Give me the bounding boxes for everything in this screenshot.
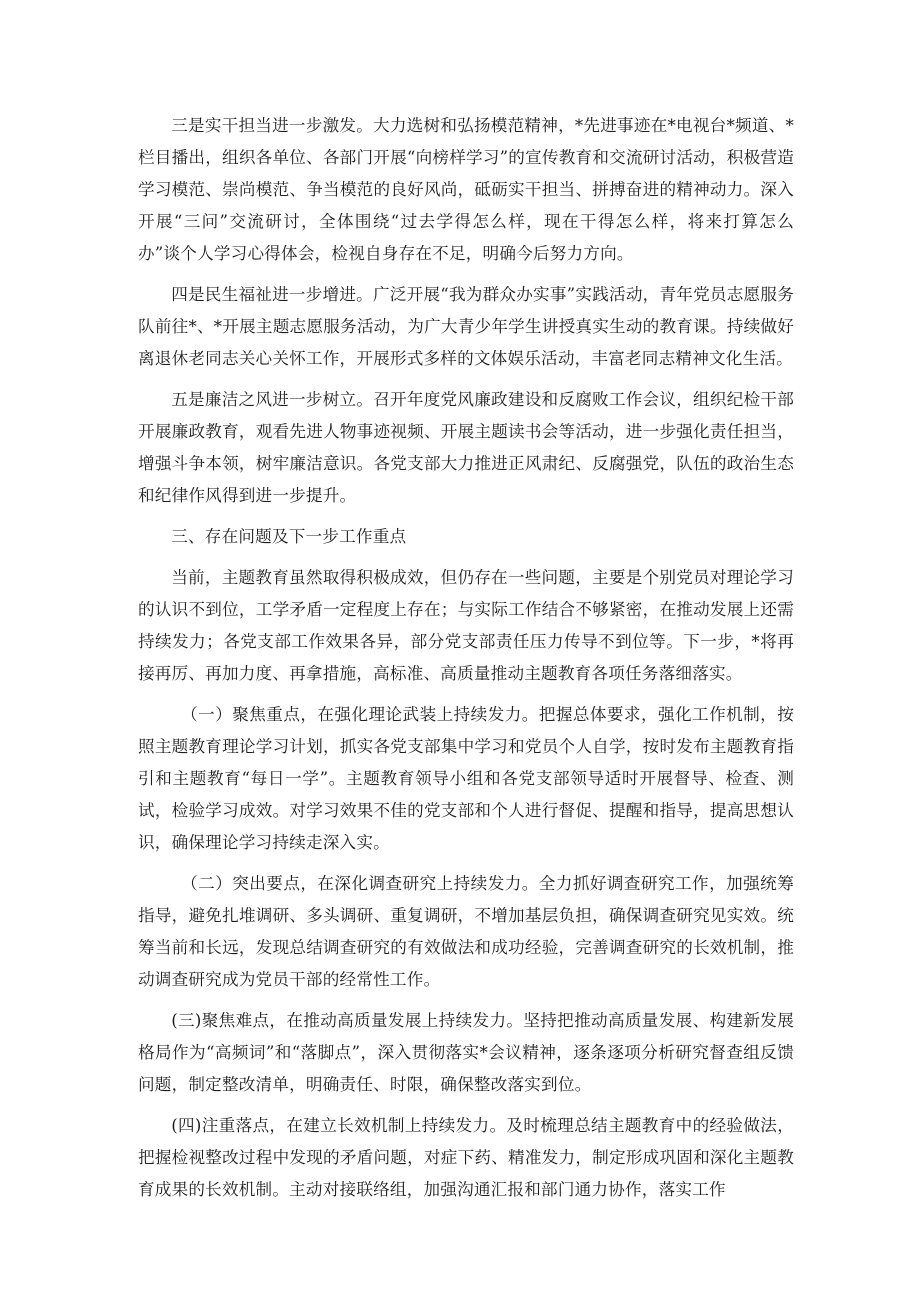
section-heading: 三、存在问题及下一步工作重点 (171, 527, 407, 546)
list-item-development: (三)聚焦难点，在推动高质量发展上持续发力。坚持把推动高质量发展、构建新发展格局作为“高频词”和“落脚点”，深入贯彻落实*会议精神，逐条逐项分析研究督查组反馈问题，制定整改清单，明确责任、时限，确保整改落实到位。 (138, 1011, 794, 1094)
list-item-mechanism: (四)注重落点，在建立长效机制上持续发力。及时梳理总结主题教育中的经验做法，把握检视整改过程中发现的矛盾问题，对症下药、精准发力，制定形成巩固和深化主题教育成果的长效机制。主动对接联络组，加强沟通汇报和部门通力协作，落实工作 (138, 1116, 794, 1199)
list-item-theory: （一）聚焦重点，在强化理论武装上持续发力。把握总体要求，强化工作机制，按照主题教育理论学习计划，抓实各党支部集中学习和党员个人自学，按时发布主题教育指引和主题教育“每日一学”。主题教育领导小组和各党支部领导适时开展督导、检查、测试，检验学习成效。对学习效果不佳的党支部和个人进行督促、提醒和指导，提高思想认识，确保理论学习持续走深入实。 (138, 705, 794, 852)
list-item-research: （二）突出要点，在深化调查研究上持续发力。全力抓好调查研究工作，加强统筹指导，避免扎堆调研、多头调研、重复调研，不增加基层负担，确保调查研究见实效。统筹当前和长远，发现总结调查研究的有效做法和成功经验，完善调查研究的长效机制，推动调查研究成为党员干部的经常性工作。 (138, 874, 794, 989)
paragraph-current-issues: 当前，主题教育虽然取得积极成效，但仍存在一些问题，主要是个别党员对理论学习的认识不到位，工学矛盾一定程度上存在；与实际工作结合不够紧密，在推动发展上还需持续发力；各党支部工作效果各异，部分党支部责任压力传导不到位等。下一步，*将再接再厉、再加力度、再拿措施，高标准、高质量推动主题教育各项任务落细落实。 (138, 568, 794, 683)
document-body (138, 110, 794, 1215)
paragraph-practical-responsibility: 三是实干担当进一步激发。大力选树和弘扬模范精神，*先进事迹在*电视台*频道、*栏目播出，组织各单位、各部门开展“向榜样学习”的宣传教育和交流研讨活动，积极营造学习模范、崇尚模范、争当模范的良好风尚，砥砺实干担当、拼搏奋进的精神动力。深入开展“三问”交流研讨，全体围绕“过去学得怎么样，现在干得怎么样，将来打算怎么办”谈个人学习心得体会，检视自身存在不足，明确今后努力方向。 (138, 116, 794, 263)
paragraph-people-welfare: 四是民生福祉进一步增进。广泛开展“我为群众办实事”实践活动，青年党员志愿服务队前往*、*开展主题志愿服务活动，为广大青少年学生讲授真实生动的教育课。持续做好离退休老同志关心关怀工作，开展形式多样的文体娱乐活动，丰富老同志精神文化生活。 (138, 285, 794, 368)
paragraph-integrity: 五是廉洁之风进一步树立。召开年度党风廉政建设和反腐败工作会议，组织纪检干部开展廉政教育，观看先进人物事迹视频、开展主题读书会等活动，进一步强化责任担当，增强斗争本领，树牢廉洁意识。各党支部大力推进正风肃纪、反腐强党，队伍的政治生态和纪律作风得到进一步提升。 (138, 390, 794, 505)
